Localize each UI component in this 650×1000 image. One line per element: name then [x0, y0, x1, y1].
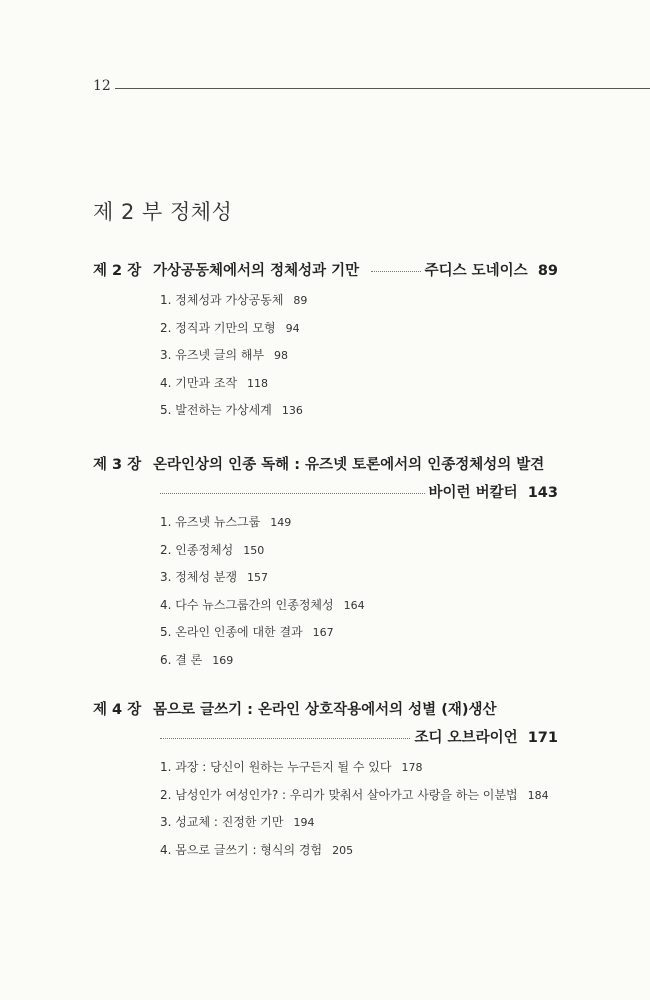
- section-page: 164: [343, 598, 365, 612]
- chapter-author-page: [425, 259, 558, 280]
- chapter-title: 가상공동체에서의 정체성과 기만: [153, 263, 360, 279]
- section-title: 1. 정체성과 가상공동체: [160, 293, 284, 307]
- section-title: 4. 기만과 조작: [160, 375, 238, 390]
- section-list: [93, 291, 558, 429]
- section-page: 150: [243, 543, 265, 557]
- section-item: [160, 513, 558, 541]
- chapter-heading: [93, 259, 558, 281]
- section-item: [160, 651, 558, 679]
- chapter-author-page: [415, 726, 559, 747]
- chapter-page: 171: [527, 730, 558, 746]
- section-title: 4. 다수 뉴스그룹간의 인종정체성: [160, 597, 334, 612]
- chapter-author: 주디스 도네이스: [424, 263, 528, 279]
- chapter-author-line: [93, 726, 558, 748]
- section-page: 184: [527, 788, 549, 802]
- section-title: 2. 인종정체성: [160, 542, 234, 557]
- section-title: 5. 발전하는 가상세계: [160, 403, 272, 417]
- section-item: [160, 568, 558, 596]
- section-title: 3. 정체성 분쟁: [160, 570, 238, 584]
- section-list: [93, 513, 558, 678]
- page-header: [93, 78, 650, 98]
- section-page: 194: [293, 816, 315, 829]
- chapter-2: [93, 259, 558, 429]
- section-item: [160, 813, 558, 841]
- section-page: 167: [312, 626, 334, 639]
- chapter-title: 몸으로 글쓰기 : 온라인 상호작용에서의 성별 (재)생산: [153, 702, 497, 718]
- section-item: [160, 758, 558, 786]
- header-rule: [115, 88, 650, 89]
- section-item: [160, 346, 558, 374]
- section-page: 178: [401, 761, 423, 774]
- chapter-title: 온라인상의 인종 독해 : 유즈넷 토론에서의 인종정체성의 발견: [153, 457, 545, 473]
- section-title: 2. 남성인가 여성인가? : 우리가 맞춰서 살아가고 사랑을 하는 이분법: [160, 787, 518, 802]
- leader-dots: [371, 271, 421, 272]
- section-title: 3. 유즈넷 글의 해부: [160, 348, 265, 362]
- section-title: 2. 정직과 기만의 모형: [160, 320, 276, 335]
- section-page: 205: [332, 843, 354, 857]
- part-title: 제 2 부 정체성: [93, 200, 233, 224]
- chapter-author: 조디 오브라이언: [414, 730, 518, 746]
- section-item: [160, 623, 558, 651]
- section-item: [160, 319, 558, 347]
- section-page: 169: [212, 653, 234, 667]
- chapter-4: [93, 698, 558, 868]
- leader-dots: [160, 738, 410, 739]
- section-page: 89: [293, 294, 308, 307]
- chapter-3: [93, 453, 558, 678]
- chapter-page: 143: [527, 485, 558, 501]
- chapter-label: 제 3 장: [93, 457, 142, 473]
- section-item: [160, 291, 558, 319]
- leader-dots: [160, 493, 425, 494]
- section-item: [160, 401, 558, 429]
- section-title: 4. 몸으로 글쓰기 : 형식의 경험: [160, 842, 323, 857]
- section-item: [160, 374, 558, 402]
- chapter-label: 제 4 장: [93, 702, 142, 718]
- chapter-author-line: [93, 481, 558, 503]
- chapter-author-page: [429, 481, 558, 502]
- section-page: 118: [247, 376, 269, 390]
- chapter-label: 제 2 장: [93, 263, 142, 279]
- section-page: 149: [270, 516, 292, 529]
- section-page: 136: [281, 404, 303, 417]
- chapter-heading: [93, 698, 558, 720]
- section-title: 5. 온라인 인종에 대한 결과: [160, 625, 303, 639]
- section-item: [160, 841, 558, 869]
- chapter-heading: [93, 453, 558, 475]
- section-item: [160, 541, 558, 569]
- chapter-author: 바이런 버칼터: [428, 485, 518, 501]
- section-title: 6. 결 론: [160, 652, 203, 667]
- section-title: 3. 성교체 : 진정한 기만: [160, 815, 284, 829]
- section-title: 1. 과장 : 당신이 원하는 누구든지 될 수 있다: [160, 760, 392, 774]
- chapter-page: 89: [537, 263, 558, 279]
- section-title: 1. 유즈넷 뉴스그룹: [160, 515, 261, 529]
- section-page: 98: [274, 349, 289, 362]
- section-item: [160, 786, 558, 814]
- section-item: [160, 596, 558, 624]
- section-list: [93, 758, 558, 868]
- section-page: 157: [247, 571, 269, 584]
- section-page: 94: [285, 321, 300, 335]
- page-number: 12: [93, 78, 111, 94]
